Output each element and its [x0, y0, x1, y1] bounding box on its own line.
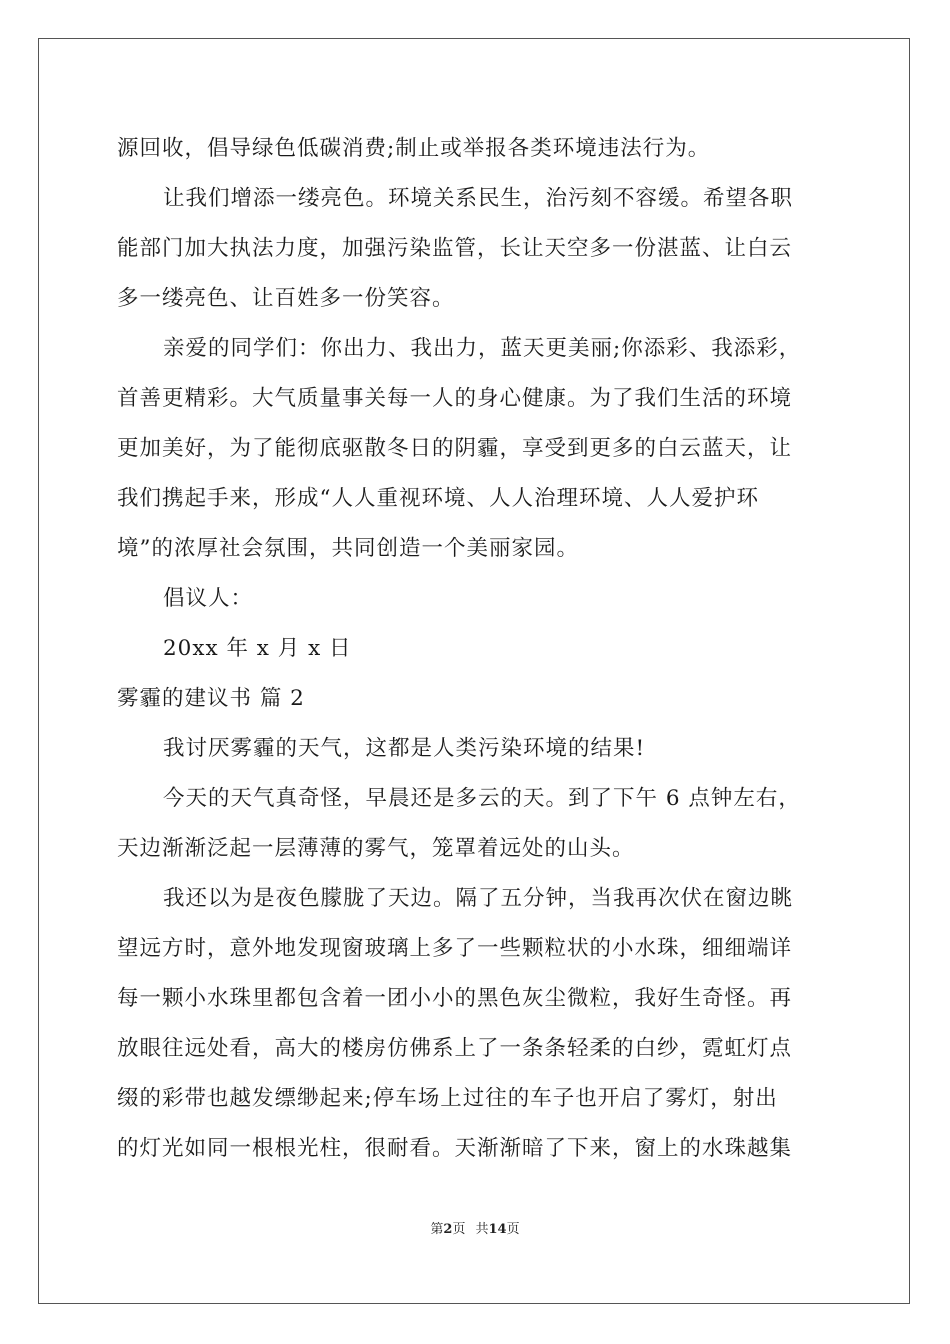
text-line: 能部门加大执法力度，加强污染监管，长让天空多一份湛蓝、让白云 [117, 236, 793, 261]
page-number: 2 [443, 1222, 453, 1237]
text-line: 亲爱的同学们：你出力、我出力，蓝天更美丽;你添彩、我添彩， [163, 336, 802, 361]
total-suffix: 页 [506, 1222, 520, 1237]
text-line: 每一颗小水珠里都包含着一团小小的黑色灰尘微粒，我好生奇怪。再 [117, 986, 793, 1011]
page-border [38, 38, 910, 1304]
text-line: 望远方时，意外地发现窗玻璃上多了一些颗粒状的小水珠，细细端详 [117, 936, 793, 961]
text-line: 我还以为是夜色朦胧了天边。隔了五分钟，当我再次伏在窗边眺 [163, 886, 794, 911]
page-footer [0, 1218, 950, 1237]
text-line: 让我们增添一缕亮色。环境关系民生，治污刻不容缓。希望各职 [163, 186, 794, 211]
text-line: 天边渐渐泛起一层薄薄的雾气，笼罩着远处的山头。 [117, 836, 635, 861]
text-line: 我讨厌雾霾的天气，这都是人类污染环境的结果! [163, 736, 646, 761]
date-line: 20xx 年 x 月 x 日 [163, 636, 352, 661]
text-line: 境”的浓厚社会氛围，共同创造一个美丽家园。 [117, 536, 579, 561]
text-line: 今天的天气真奇怪，早晨还是多云的天。到了下午 6 点钟左右， [163, 786, 801, 811]
text-line: 源回收，倡导绿色低碳消费;制止或举报各类环境违法行为。 [117, 136, 711, 161]
text-line: 放眼往远处看，高大的楼房仿佛系上了一条条轻柔的白纱，霓虹灯点 [117, 1036, 793, 1061]
text-line: 缀的彩带也越发缥缈起来;停车场上过往的车子也开启了雾灯，射出 [117, 1086, 778, 1111]
total-prefix: 共 [475, 1222, 489, 1237]
page-suffix: 页 [452, 1222, 466, 1237]
page-prefix: 第 [430, 1222, 444, 1237]
text-line: 更加美好，为了能彻底驱散冬日的阴霾，享受到更多的白云蓝天，让 [117, 436, 793, 461]
signature-label: 倡议人： [163, 586, 254, 611]
text-line: 的灯光如同一根根光柱，很耐看。天渐渐暗了下来，窗上的水珠越集 [117, 1136, 793, 1161]
text-line: 首善更精彩。大气质量事关每一人的身心健康。为了我们生活的环境 [117, 386, 793, 411]
text-line: 我们携起手来，形成“人人重视环境、人人治理环境、人人爱护环 [117, 486, 759, 511]
section-heading: 雾霾的建议书 篇 2 [117, 686, 305, 711]
text-line: 多一缕亮色、让百姓多一份笑容。 [117, 286, 455, 311]
total-pages: 14 [488, 1222, 507, 1237]
